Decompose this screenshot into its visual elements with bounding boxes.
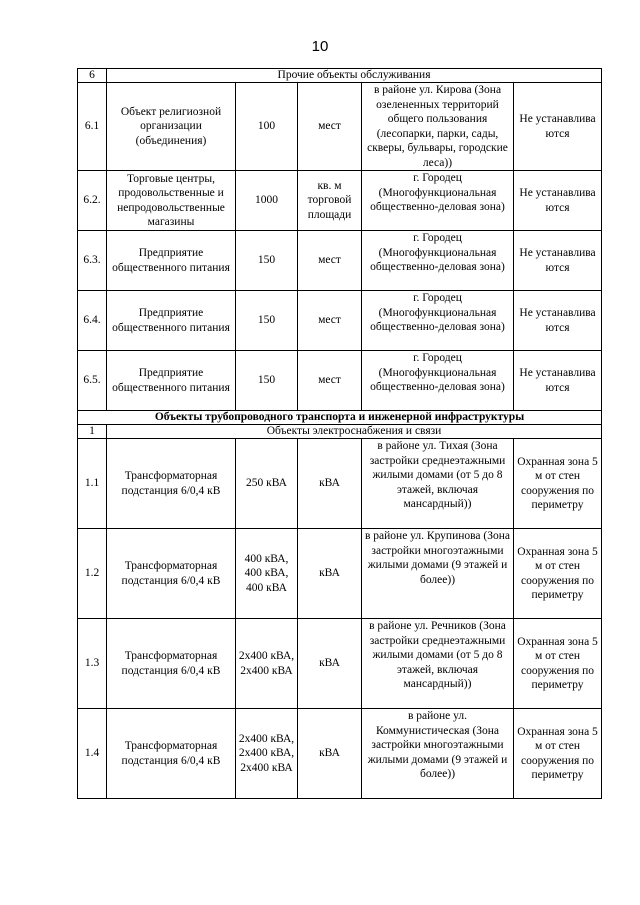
zone-info: Не устанавлива ются: [514, 351, 602, 411]
zone-info: Охранная зона 5 м от стен сооружения по периметру: [514, 439, 602, 529]
location: г. Городец (Многофункциональная общественно-деловая зона): [362, 351, 514, 411]
object-name: Объект религиозной организации (объединения): [107, 83, 236, 171]
row-number: 6.3.: [78, 231, 107, 291]
zone-info: Охранная зона 5 м от стен сооружения по периметру: [514, 709, 602, 799]
capacity-value: 2х400 кВА, 2х400 кВА, 2х400 кВА: [236, 709, 298, 799]
row-number: 6.5.: [78, 351, 107, 411]
section-title: Объекты электроснабжения и связи: [107, 425, 602, 439]
table-row: [78, 619, 602, 709]
location: в районе ул. Речников (Зона застройки среднеэтажными жилыми домами (от 5 до 8 этажей, включая мансардный)): [362, 619, 514, 709]
infrastructure-heading: Объекты трубопроводного транспорта и инженерной инфраструктуры: [78, 411, 602, 425]
object-name: Трансформаторная подстанция 6/0,4 кВ: [107, 439, 236, 529]
zone-info: Охранная зона 5 м от стен сооружения по периметру: [514, 529, 602, 619]
table-row: [78, 291, 602, 351]
location: в районе ул. Тихая (Зона застройки среднеэтажными жилыми домами (от 5 до 8 этажей, включая мансардный)): [362, 439, 514, 529]
location: г. Городец (Многофункциональная общественно-деловая зона): [362, 231, 514, 291]
row-number: 1.1: [78, 439, 107, 529]
object-name: Предприятие общественного питания: [107, 351, 236, 411]
capacity-value: 1000: [236, 171, 298, 231]
location: в районе ул. Крупинова (Зона застройки многоэтажными жилыми домами (9 этажей и более)): [362, 529, 514, 619]
objects-table: [77, 68, 602, 799]
object-name: Трансформаторная подстанция 6/0,4 кВ: [107, 529, 236, 619]
zone-info: Не устанавлива ются: [514, 83, 602, 171]
zone-info: Не устанавлива ются: [514, 231, 602, 291]
capacity-value: 150: [236, 351, 298, 411]
capacity-unit: мест: [298, 351, 362, 411]
capacity-unit: кВА: [298, 709, 362, 799]
capacity-unit: кВА: [298, 619, 362, 709]
capacity-unit: мест: [298, 231, 362, 291]
capacity-value: 400 кВА, 400 кВА, 400 кВА: [236, 529, 298, 619]
table-row: [78, 439, 602, 529]
table-row: [78, 83, 602, 171]
capacity-unit: кв. м торговой площади: [298, 171, 362, 231]
table-row: [78, 171, 602, 231]
object-name: Трансформаторная подстанция 6/0,4 кВ: [107, 709, 236, 799]
object-name: Предприятие общественного питания: [107, 231, 236, 291]
table-row: [78, 529, 602, 619]
capacity-value: 150: [236, 291, 298, 351]
page-number: 10: [311, 38, 329, 55]
capacity-value: 150: [236, 231, 298, 291]
location: г. Городец (Многофункциональная общественно-деловая зона): [362, 171, 514, 231]
row-number: 6.2.: [78, 171, 107, 231]
table-row: [78, 231, 602, 291]
row-number: 1.2: [78, 529, 107, 619]
object-name: Трансформаторная подстанция 6/0,4 кВ: [107, 619, 236, 709]
row-number: 6.1: [78, 83, 107, 171]
location: в районе ул. Кирова (Зона озелененных территорий общего пользования (лесопарки, парки, сады, скверы, бульвары, городские леса)): [362, 83, 514, 171]
capacity-unit: мест: [298, 83, 362, 171]
capacity-value: 100: [236, 83, 298, 171]
zone-info: Не устанавлива ются: [514, 171, 602, 231]
capacity-value: 250 кВА: [236, 439, 298, 529]
zone-info: Не устанавлива ются: [514, 291, 602, 351]
section-number: 6: [78, 69, 107, 83]
infrastructure-heading-row: [78, 411, 602, 425]
capacity-unit: кВА: [298, 529, 362, 619]
capacity-unit: мест: [298, 291, 362, 351]
zone-info: Охранная зона 5 м от стен сооружения по периметру: [514, 619, 602, 709]
object-name: Предприятие общественного питания: [107, 291, 236, 351]
section-header-row: [78, 69, 602, 83]
table-row: [78, 709, 602, 799]
table-row: [78, 351, 602, 411]
section-title: Прочие объекты обслуживания: [107, 69, 602, 83]
location: в районе ул. Коммунистическая (Зона застройки многоэтажными жилыми домами (9 этажей и более)): [362, 709, 514, 799]
row-number: 1.3: [78, 619, 107, 709]
object-name: Торговые центры, продовольственные и непродовольственные магазины: [107, 171, 236, 231]
capacity-value: 2х400 кВА, 2х400 кВА: [236, 619, 298, 709]
row-number: 1.4: [78, 709, 107, 799]
location: г. Городец (Многофункциональная общественно-деловая зона): [362, 291, 514, 351]
section-number: 1: [78, 425, 107, 439]
section-header-row: [78, 425, 602, 439]
row-number: 6.4.: [78, 291, 107, 351]
capacity-unit: кВА: [298, 439, 362, 529]
